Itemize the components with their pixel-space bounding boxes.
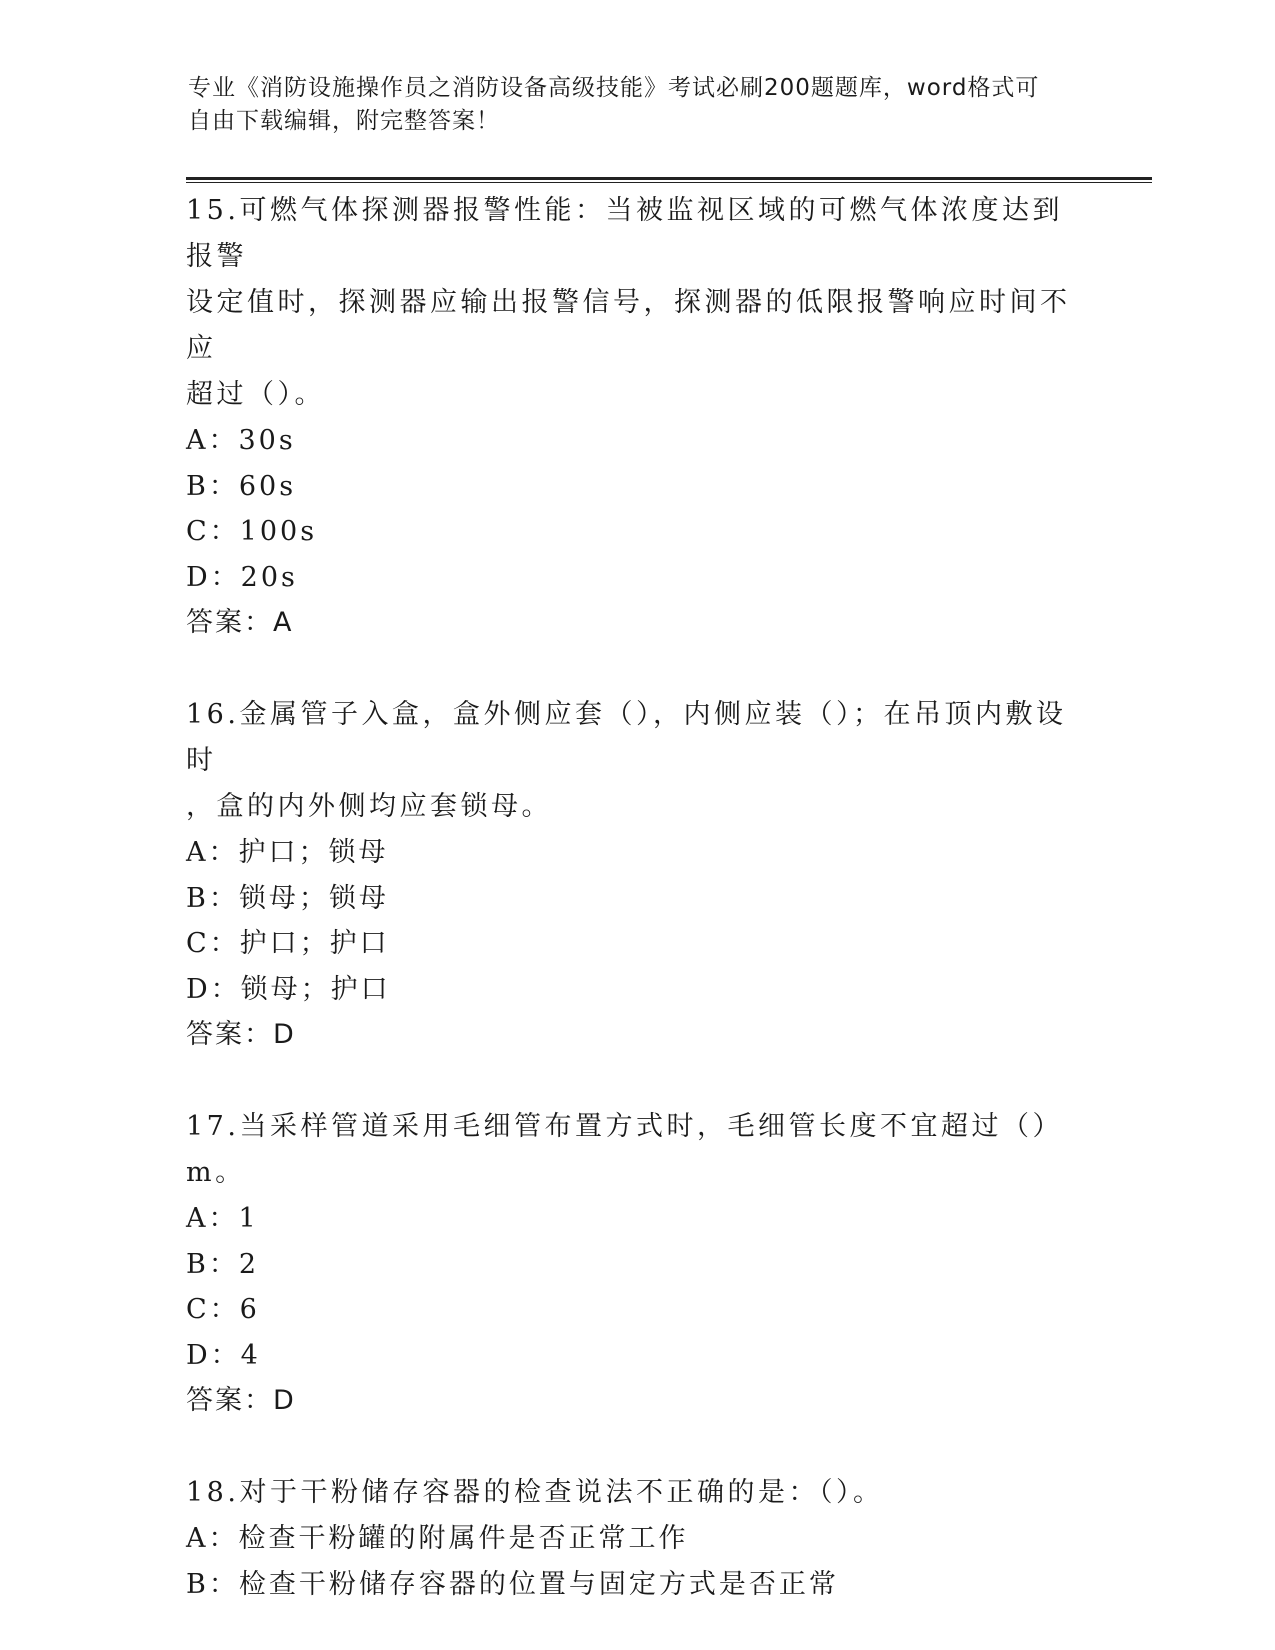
question-15 <box>186 188 1086 646</box>
question-17-line-1: 17.当采样管道采用毛细管布置方式时，毛细管长度不宜超过（）m。 <box>186 1111 1063 1188</box>
question-17-option-a: A：1 <box>186 1203 259 1234</box>
question-15-option-b: B：60s <box>186 470 297 502</box>
question-16-option-b: B：锁母；锁母 <box>186 882 389 914</box>
question-16-line-1: 16.金属管子入盒，盒外侧应套（），内侧应装（）；在吊顶内敷设时 <box>186 699 1067 776</box>
header-line-2: 自由下载编辑，附完整答案！ <box>188 108 500 134</box>
question-16-option-c: C：护口；护口 <box>186 928 390 959</box>
question-18-line-1: 18.对于干粉储存容器的检查说法不正确的是：（）。 <box>186 1477 884 1508</box>
document-header <box>188 72 1068 138</box>
header-line-1: 专业《消防设施操作员之消防设备高级技能》考试必刷200题题库，word格式可 <box>188 75 1040 101</box>
question-17-option-b: B：2 <box>186 1248 260 1280</box>
question-16 <box>186 692 1086 1058</box>
question-15-option-c: C：100s <box>186 516 318 547</box>
question-15-answer: 答案：A <box>186 607 294 638</box>
question-18 <box>186 1470 1086 1607</box>
question-15-option-a: A：30s <box>186 425 296 456</box>
question-18-option-b: B：检查干粉储存容器的位置与固定方式是否正常 <box>186 1568 839 1600</box>
header-divider-thin <box>186 182 1152 183</box>
question-17-option-c: C：6 <box>186 1294 260 1325</box>
question-17 <box>186 1104 1086 1424</box>
question-17-answer: 答案：D <box>186 1385 296 1416</box>
spacer <box>186 646 1086 692</box>
question-15-line-1: 15.可燃气体探测器报警性能：当被监视区域的可燃气体浓度达到报警 <box>186 195 1063 272</box>
header-divider-thick <box>186 177 1152 180</box>
question-16-answer: 答案：D <box>186 1019 296 1050</box>
question-list <box>186 188 1086 1607</box>
question-16-option-d: D：锁母；护口 <box>186 973 391 1005</box>
question-15-option-d: D：20s <box>186 561 298 593</box>
question-15-line-2: 设定值时，探测器应输出报警信号，探测器的低限报警响应时间不应 <box>186 287 1071 364</box>
question-16-line-2: ，盒的内外侧均应套锁母。 <box>186 791 552 822</box>
question-18-option-a: A：检查干粉罐的附属件是否正常工作 <box>186 1523 689 1554</box>
question-17-option-d: D：4 <box>186 1339 261 1371</box>
spacer <box>186 1058 1086 1104</box>
question-15-line-3: 超过（）。 <box>186 379 325 410</box>
question-16-option-a: A：护口；锁母 <box>186 837 389 868</box>
spacer <box>186 1424 1086 1470</box>
